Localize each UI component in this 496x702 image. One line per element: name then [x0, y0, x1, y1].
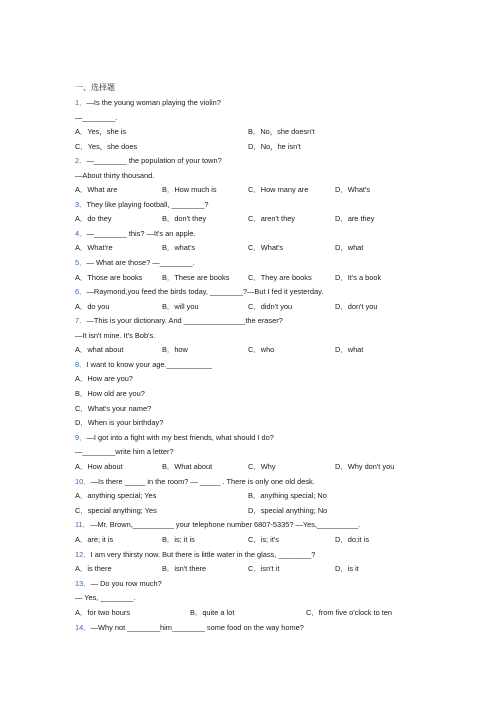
- option-c[interactable]: C．from five o'clock to ten: [306, 608, 393, 617]
- option-a[interactable]: A．are; it is: [75, 535, 114, 544]
- question-7-stem: [75, 316, 283, 325]
- option-c[interactable]: C．Why: [248, 462, 276, 471]
- question-1-stem: [75, 98, 221, 107]
- question-number: 11．: [75, 520, 91, 529]
- question-14-stem: [75, 623, 304, 632]
- question-13-stem: [75, 579, 162, 588]
- option-b[interactable]: B．anything special; No: [248, 491, 327, 500]
- question-7-extra: —It isn't mine. It's Bob's.: [75, 331, 156, 340]
- option-b[interactable]: B．How much is: [162, 185, 217, 194]
- option-a[interactable]: A．Those are books: [75, 273, 143, 282]
- question-1-extra: —________.: [75, 113, 118, 122]
- option-a[interactable]: A．How about: [75, 462, 123, 471]
- option-b[interactable]: B．don't they: [162, 214, 207, 223]
- option-b[interactable]: B．These are books: [162, 273, 230, 282]
- question-number: 1．: [75, 98, 87, 107]
- option-b[interactable]: B．isn't there: [162, 564, 207, 573]
- question-number: 8．: [75, 360, 87, 369]
- option-c[interactable]: C．isn't it: [248, 564, 280, 573]
- option-c[interactable]: C．They are books: [248, 273, 312, 282]
- question-9-stem: [75, 433, 274, 442]
- question-text: —Why not ________him________ some food on the way home?: [90, 623, 304, 632]
- question-number: 9．: [75, 433, 87, 442]
- option-d[interactable]: D．don't you: [335, 302, 378, 311]
- question-8-stem: [75, 360, 212, 369]
- option-b[interactable]: B．No，she doesn't: [248, 127, 315, 136]
- option-d[interactable]: D．what: [335, 243, 364, 252]
- question-5-stem: [75, 258, 195, 267]
- option-b[interactable]: B．how: [162, 345, 188, 354]
- option-d[interactable]: D．It's a book: [335, 273, 382, 282]
- option-c[interactable]: C．What's: [248, 243, 284, 252]
- option-c[interactable]: C．who: [248, 345, 275, 354]
- option-a[interactable]: A．How are you?: [75, 374, 133, 383]
- question-number: 4．: [75, 229, 87, 238]
- option-c[interactable]: C．didn't you: [248, 302, 293, 311]
- option-d[interactable]: D．is it: [335, 564, 359, 573]
- option-b[interactable]: B．is; it is: [162, 535, 195, 544]
- option-a[interactable]: A．What're: [75, 243, 113, 252]
- option-b[interactable]: B．How old are you?: [75, 389, 145, 398]
- section-title: 一、选择题: [75, 83, 115, 92]
- question-3-stem: [75, 200, 209, 209]
- question-number: 6．: [75, 287, 87, 296]
- question-text: — What are those? —________.: [86, 258, 195, 267]
- question-4-stem: [75, 229, 196, 238]
- option-b[interactable]: B．will you: [162, 302, 199, 311]
- option-a[interactable]: A．do you: [75, 302, 110, 311]
- option-a[interactable]: A．is there: [75, 564, 112, 573]
- option-d[interactable]: D．do;it is: [335, 535, 370, 544]
- question-text: —This is your dictionary. And _______________the eraser?: [86, 316, 283, 325]
- option-c[interactable]: C．What's your name?: [75, 404, 152, 413]
- question-text: I am very thirsty now. But there is little water in the glass, ________?: [90, 550, 316, 559]
- question-number: 14．: [75, 623, 91, 632]
- question-text: —Mr. Brown,__________ your telephone number 6807-5335? —Yes,__________.: [90, 520, 361, 529]
- option-d[interactable]: D．what: [335, 345, 364, 354]
- question-13-extra: — Yes, ________.: [75, 593, 136, 602]
- option-d[interactable]: D．What's: [335, 185, 371, 194]
- option-d[interactable]: D．When is your birthday?: [75, 418, 164, 427]
- question-number: 7．: [75, 316, 87, 325]
- question-9-extra: —________write him a letter?: [75, 447, 174, 456]
- option-a[interactable]: A．do they: [75, 214, 112, 223]
- question-11-stem: [75, 520, 360, 529]
- question-2-extra: —About thirty thousand.: [75, 171, 155, 180]
- question-text: They like playing football, ________?: [86, 200, 209, 209]
- option-d[interactable]: D．are they: [335, 214, 375, 223]
- option-d[interactable]: D．No，he isn't: [248, 142, 301, 151]
- option-a[interactable]: A．what about: [75, 345, 124, 354]
- question-12-stem: [75, 550, 315, 559]
- option-a[interactable]: A．Yes，she is: [75, 127, 127, 136]
- option-c[interactable]: C．is; it's: [248, 535, 279, 544]
- question-10-stem: [75, 477, 315, 486]
- question-number: 13．: [75, 579, 91, 588]
- question-text: —I got into a fight with my best friends, what should I do?: [86, 433, 274, 442]
- question-text: — Do you row much?: [90, 579, 162, 588]
- option-d[interactable]: D．Why don't you: [335, 462, 395, 471]
- question-number: 3．: [75, 200, 87, 209]
- option-c[interactable]: C．aren't they: [248, 214, 296, 223]
- option-a[interactable]: A．anything special; Yes: [75, 491, 157, 500]
- question-text: —Is the young woman playing the violin?: [86, 98, 221, 107]
- option-a[interactable]: A．for two hours: [75, 608, 131, 617]
- question-number: 10．: [75, 477, 91, 486]
- question-text: I want to know your age.___________: [86, 360, 212, 369]
- option-c[interactable]: C．How many are: [248, 185, 309, 194]
- question-number: 12．: [75, 550, 91, 559]
- option-c[interactable]: C．Yes，she does: [75, 142, 138, 151]
- option-d[interactable]: D．special anything; No: [248, 506, 328, 515]
- option-b[interactable]: B．What about: [162, 462, 213, 471]
- question-6-stem: [75, 287, 323, 296]
- option-a[interactable]: A．What are: [75, 185, 118, 194]
- question-number: 2．: [75, 156, 87, 165]
- question-2-stem: [75, 156, 222, 165]
- question-text: —________ this? —It's an apple.: [86, 229, 196, 238]
- option-c[interactable]: C．special anything; Yes: [75, 506, 157, 515]
- question-text: —Raymond,you feed the birds today, ________?—But I fed it yesterday.: [86, 287, 324, 296]
- question-text: —________ the population of your town?: [86, 156, 222, 165]
- question-text: —Is there _____ in the room? — _____ . There is only one old desk.: [90, 477, 315, 486]
- option-b[interactable]: B．what's: [162, 243, 196, 252]
- option-b[interactable]: B．quite a lot: [190, 608, 235, 617]
- question-number: 5．: [75, 258, 87, 267]
